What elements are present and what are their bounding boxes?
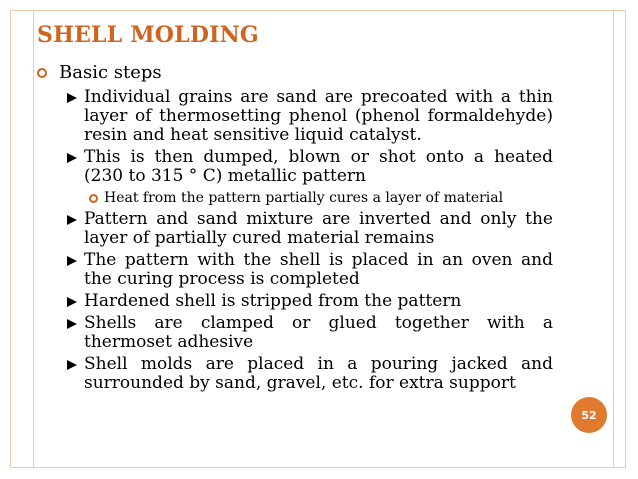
triangle-bullet-icon xyxy=(67,256,77,266)
page-number-badge: 52 xyxy=(571,397,607,433)
sub-step-item xyxy=(37,189,553,207)
step-item xyxy=(37,148,553,186)
triangle-bullet-icon xyxy=(67,153,77,163)
triangle-bullet-icon xyxy=(67,215,77,225)
step-item xyxy=(37,292,553,311)
step-text: Individual grains are sand are precoated with a thin layer of thermosetting phenol (phenol formaldehyde) resin and heat sensitive liquid catalyst. xyxy=(84,87,553,145)
step-text: Pattern and sand mixture are inverted and only the layer of partially cured material remains xyxy=(84,209,553,248)
ring-bullet-icon xyxy=(37,68,47,78)
step-text: This is then dumped, blown or shot onto a heated (230 to 315 ° C) metallic pattern xyxy=(84,147,553,186)
triangle-bullet-icon xyxy=(67,360,77,370)
step-text: Shell molds are placed in a pouring jacked and surrounded by sand, gravel, etc. for extra support xyxy=(84,354,553,393)
step-text: The pattern with the shell is placed in an oven and the curing process is completed xyxy=(84,250,553,289)
heading-text: Basic steps xyxy=(59,62,162,83)
step-item xyxy=(37,251,553,289)
ring-bullet-icon xyxy=(89,194,98,203)
step-item xyxy=(37,355,553,393)
right-frame-line xyxy=(613,11,614,467)
step-text: Shells are clamped or glued together with a thermoset adhesive xyxy=(84,313,553,352)
sub-step-text: Heat from the pattern partially cures a layer of material xyxy=(104,190,504,206)
triangle-bullet-icon xyxy=(67,319,77,329)
slide-title: SHELL MOLDING xyxy=(37,22,259,48)
triangle-bullet-icon xyxy=(67,93,77,103)
step-item xyxy=(37,210,553,248)
step-text: Hardened shell is stripped from the pattern xyxy=(84,291,462,311)
slide-content xyxy=(37,62,553,396)
bullet-basic-steps xyxy=(37,62,553,84)
triangle-bullet-icon xyxy=(67,297,77,307)
step-item xyxy=(37,314,553,352)
left-frame-line xyxy=(33,11,34,467)
step-item xyxy=(37,88,553,145)
